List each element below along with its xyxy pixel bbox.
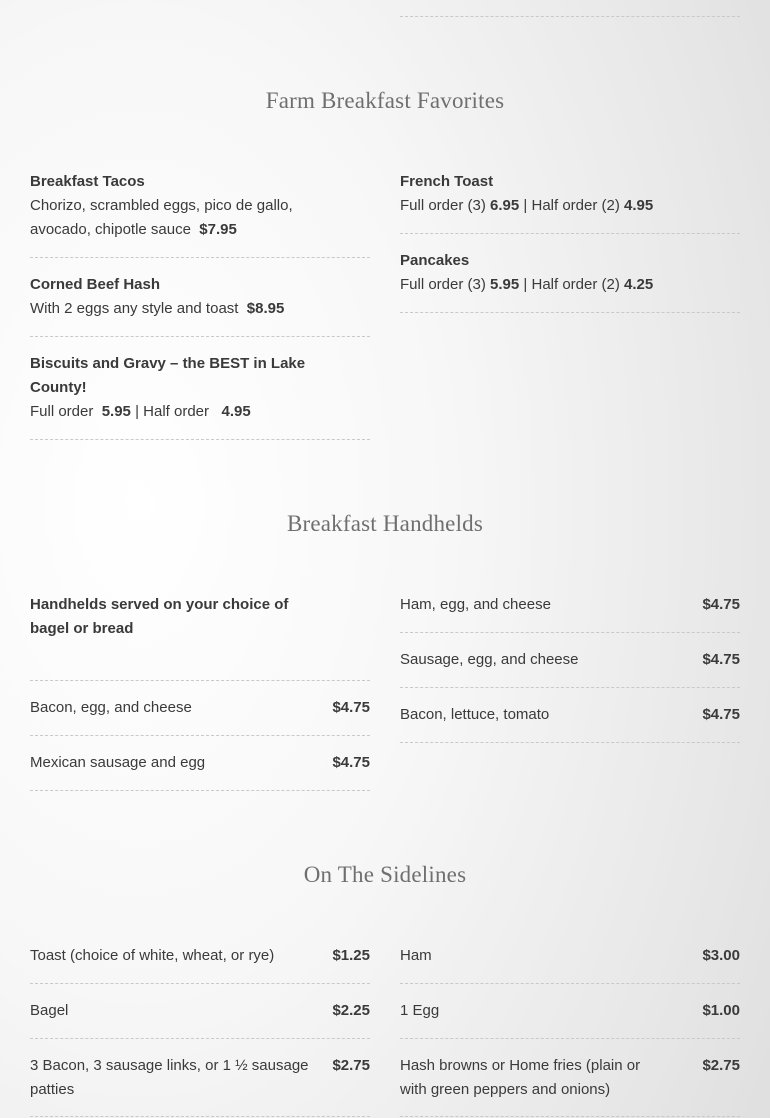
divider <box>30 680 370 681</box>
menu-item-price: $2.25 <box>332 1002 370 1019</box>
divider <box>30 336 370 337</box>
item-price: $8.95 <box>246 300 285 317</box>
full-order-price: 5.95 <box>490 276 520 293</box>
menu-item-name: Toast (choice of white, wheat, or rye) <box>30 947 275 964</box>
handhelds-intro: Handhelds served on your choice of bagel or bread <box>30 596 289 637</box>
menu-item-pancakes <box>400 249 740 297</box>
half-order-price: 4.25 <box>624 276 654 293</box>
divider <box>30 439 370 440</box>
divider <box>400 233 740 234</box>
half-order-price: 4.95 <box>221 403 251 420</box>
section-title-on-the-sidelines: On The Sidelines <box>303 862 467 887</box>
divider <box>30 257 370 258</box>
divider <box>400 687 740 688</box>
menu-item-corned-beef-hash <box>30 273 360 321</box>
full-order-label: Full order (3) <box>400 197 486 214</box>
menu-item-name: 3 Bacon, 3 sausage links, or 1 ½ sausage patties <box>30 1057 309 1098</box>
menu-item-price: $1.25 <box>332 947 370 964</box>
divider <box>30 735 370 736</box>
item-description <box>30 297 360 321</box>
menu-item-price: $3.00 <box>702 947 740 964</box>
full-order-price: 6.95 <box>490 197 520 214</box>
menu-item-name: 1 Egg <box>400 1002 440 1019</box>
menu-item-price: $4.75 <box>702 651 740 668</box>
menu-item-name: Bagel <box>30 1002 69 1019</box>
divider <box>30 983 370 984</box>
divider <box>30 1038 370 1039</box>
price-separator: | <box>135 403 139 420</box>
menu-item-price: $4.75 <box>702 596 740 613</box>
menu-item-name: Ham, egg, and cheese <box>400 596 551 613</box>
price-separator: | <box>523 197 528 214</box>
menu-item-name: Bacon, lettuce, tomato <box>400 706 550 723</box>
item-price: $7.95 <box>199 221 237 238</box>
section-title-farm-breakfast: Farm Breakfast Favorites <box>265 88 505 113</box>
item-prices <box>30 400 320 424</box>
menu-item-price: $4.75 <box>332 699 370 716</box>
price-separator: | <box>523 276 528 293</box>
menu-item-name: Bacon, egg, and cheese <box>30 699 192 716</box>
item-name: Breakfast Tacos <box>30 173 145 190</box>
menu-item-name: Sausage, egg, and cheese <box>400 651 579 668</box>
item-name: Biscuits and Gravy – the BEST in Lake County! <box>30 355 306 396</box>
divider <box>400 312 740 313</box>
divider <box>400 983 740 984</box>
menu-item-price: $2.75 <box>702 1057 740 1074</box>
divider <box>400 16 740 17</box>
full-order-label: Full order <box>30 403 94 420</box>
item-name: French Toast <box>400 173 494 190</box>
half-order-label: Half order <box>143 403 210 420</box>
divider <box>400 742 740 743</box>
menu-item-french-toast <box>400 170 740 218</box>
divider <box>400 632 740 633</box>
full-order-label: Full order (3) <box>400 276 486 293</box>
divider <box>400 1038 740 1039</box>
section-title-breakfast-handhelds: Breakfast Handhelds <box>286 511 484 536</box>
divider <box>400 1116 740 1117</box>
full-order-price: 5.95 <box>101 403 131 420</box>
menu-item-price: $2.75 <box>332 1057 370 1074</box>
divider <box>30 790 370 791</box>
menu-item-name: Hash browns or Home fries (plain or with green peppers and onions) <box>400 1057 641 1098</box>
menu-item-price: $1.00 <box>702 1002 740 1019</box>
item-desc-text: Chorizo, scrambled eggs, pico de gallo, avocado, chipotle sauce <box>30 197 293 238</box>
item-prices <box>400 194 740 218</box>
menu-item-name: Mexican sausage and egg <box>30 754 206 771</box>
half-order-label: Half order (2) <box>531 276 620 293</box>
half-order-label: Half order (2) <box>531 197 620 214</box>
menu-item-breakfast-tacos <box>30 170 320 242</box>
menu-item-price: $4.75 <box>702 706 740 723</box>
item-name: Corned Beef Hash <box>30 276 161 293</box>
half-order-price: 4.95 <box>624 197 654 214</box>
item-desc-text: With 2 eggs any style and toast <box>30 300 239 317</box>
divider <box>30 1116 370 1117</box>
item-description <box>30 194 320 242</box>
menu-item-name: Ham <box>400 947 432 964</box>
item-name: Pancakes <box>400 252 470 269</box>
menu-item-price: $4.75 <box>332 754 370 771</box>
menu-item-biscuits-and-gravy <box>30 352 320 424</box>
item-prices <box>400 273 740 297</box>
